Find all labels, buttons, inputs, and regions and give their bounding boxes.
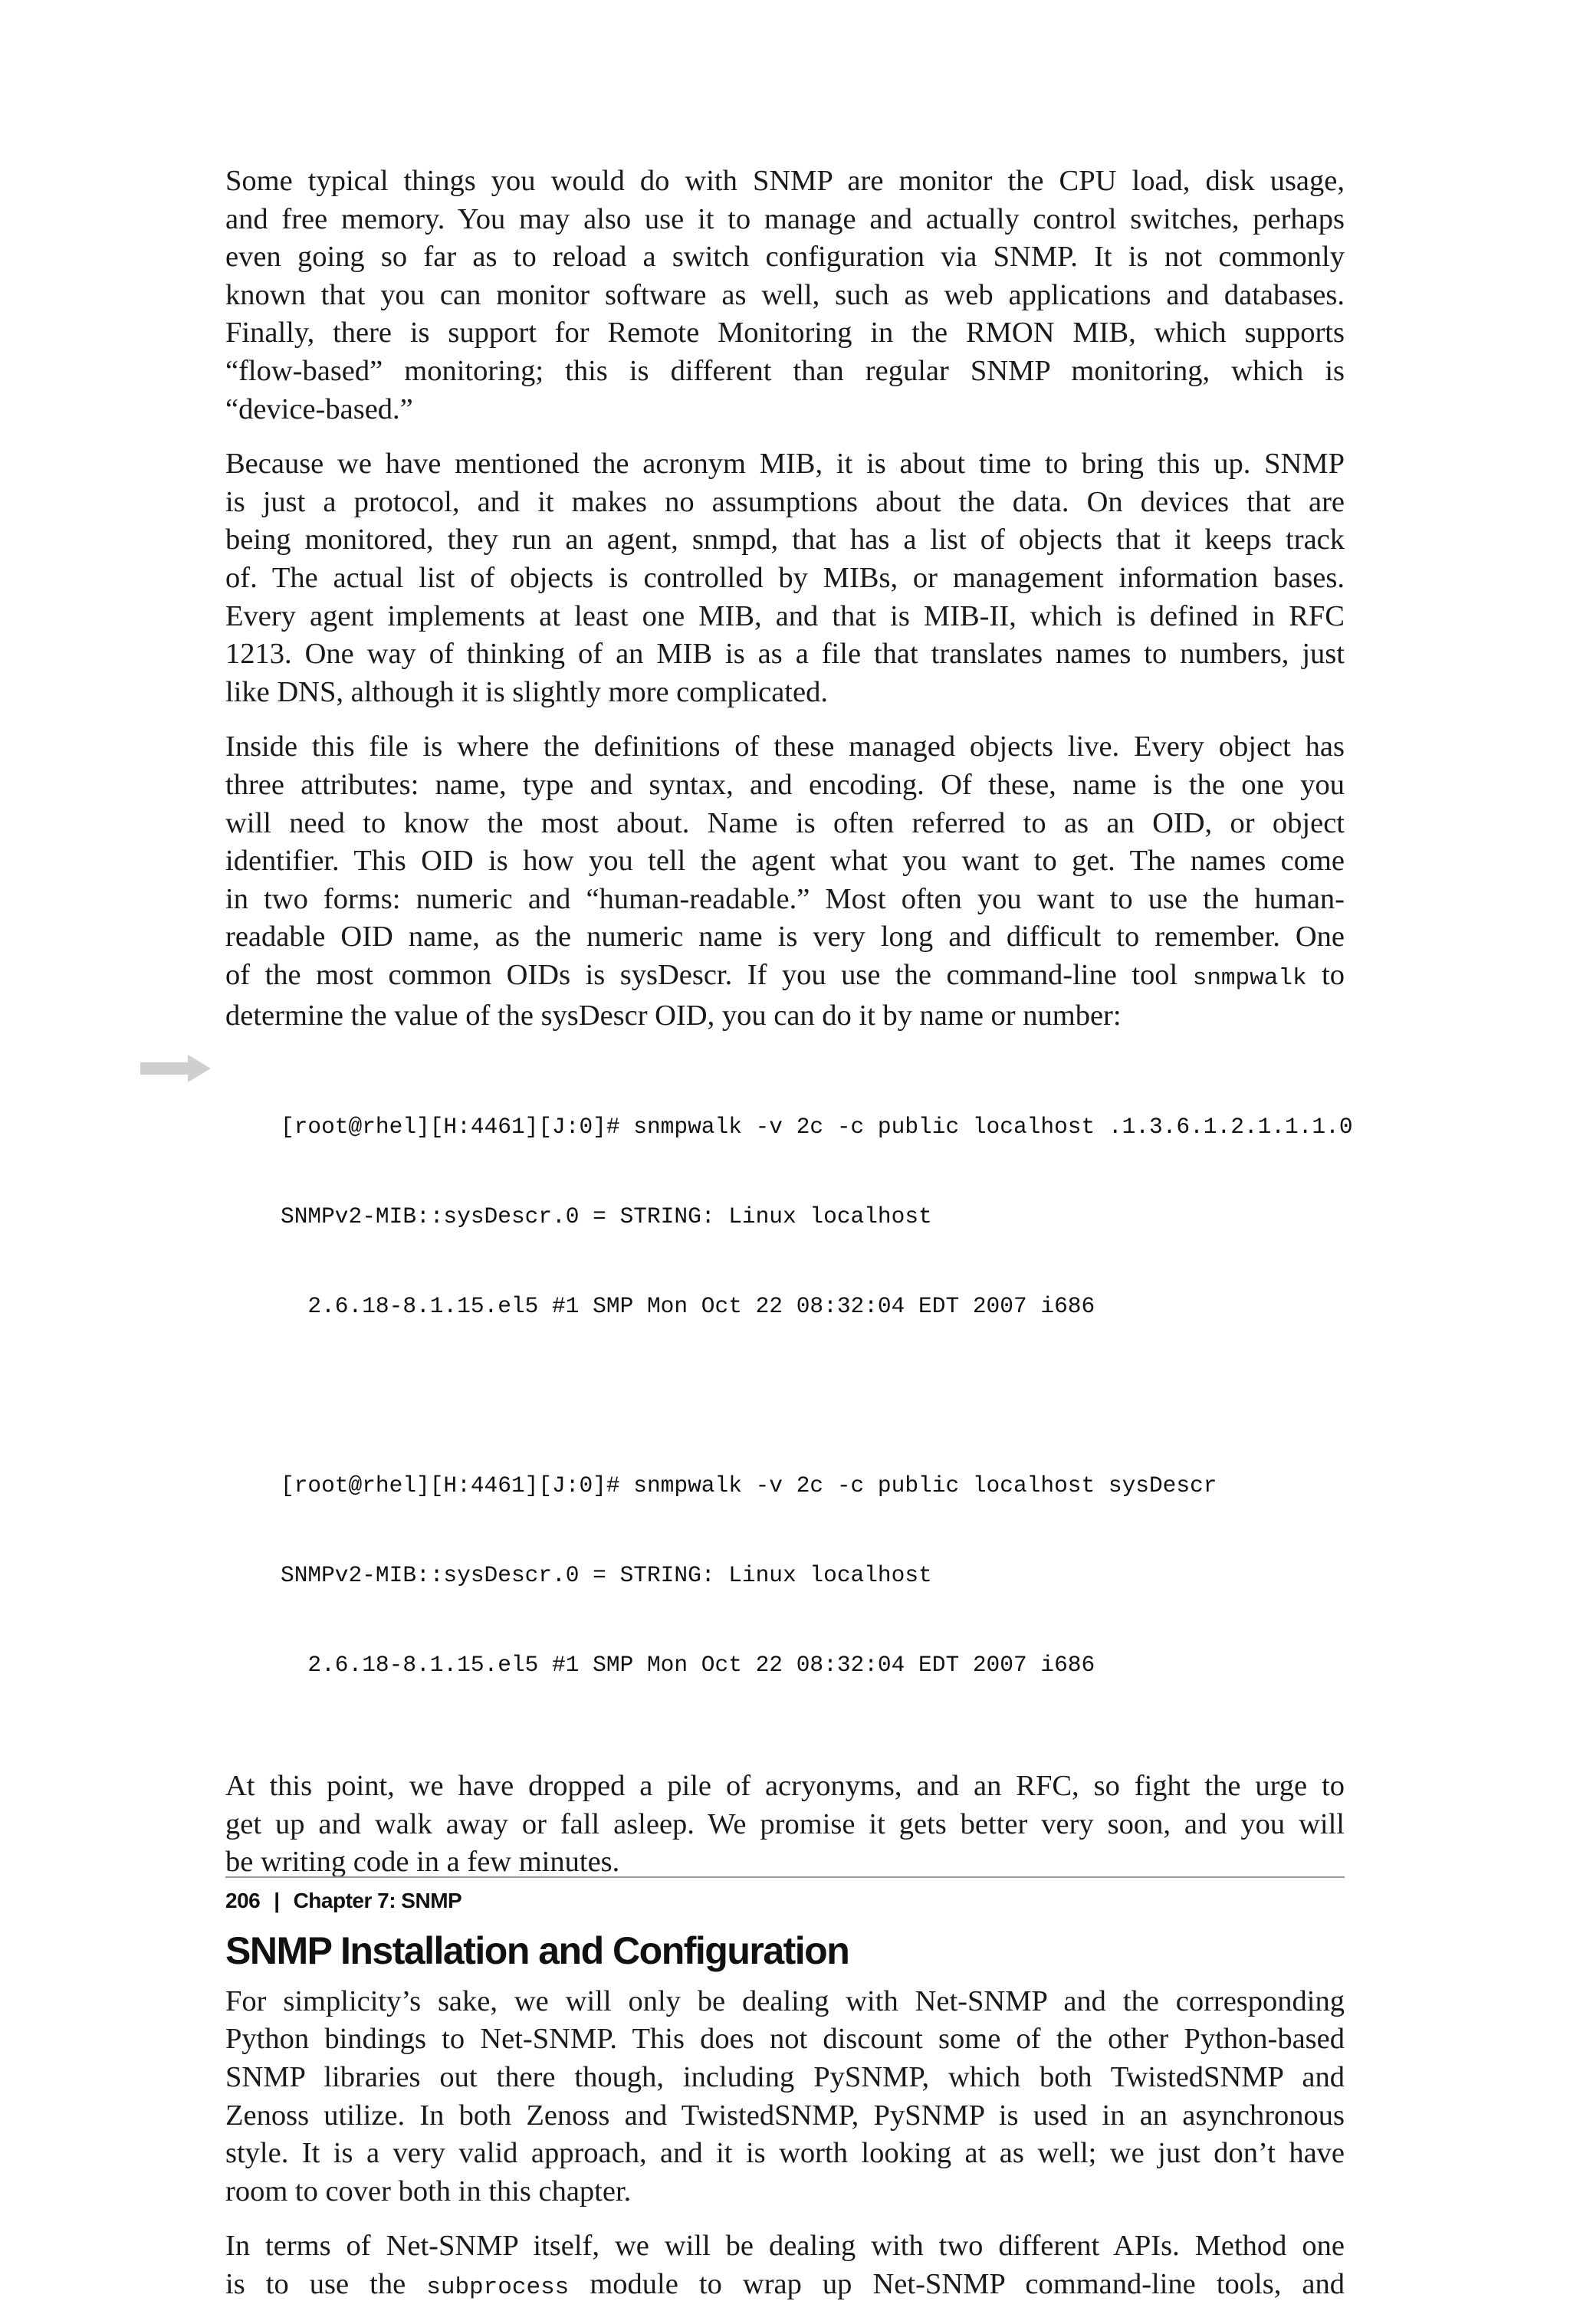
- code-spacer: [281, 1381, 1345, 1411]
- text-line: be writing code in a few minutes.: [225, 1846, 620, 1879]
- inline-code-snmpwalk: snmpwalk: [1192, 964, 1307, 992]
- text-line: At this point, we have dropped a pile of acryonyms, and an RFC, so fight the urge to: [225, 1770, 1345, 1803]
- text-line: and free memory. You may also use it to manage and actually control switches, perhaps: [225, 202, 1345, 235]
- section-heading: SNMP Installation and Configuration: [225, 1928, 849, 1972]
- text-line: For simplicity’s sake, we will only be dealing with Net-SNMP and the corresponding: [225, 1984, 1345, 2017]
- page-footer: [225, 1876, 1345, 1913]
- code-example: [281, 1052, 1353, 1740]
- code-line: [root@rhel][H:4461][J:0]# snmpwalk -v 2c -c public localhost .1.3.6.1.2.1.1.1.0: [281, 1114, 1353, 1141]
- code-line: SNMPv2-MIB::sysDescr.0 = STRING: Linux localhost: [281, 1562, 932, 1589]
- text-fragment: module to wrap up Net-SNMP command-line tools, and: [569, 2268, 1345, 2300]
- text-line: determine the value of the sysDescr OID, you can do it by name or number:: [225, 1000, 1122, 1032]
- text-line: [225, 2266, 1345, 2307]
- text-line: is just a protocol, and it makes no assumptions about the data. On devices that are: [225, 485, 1345, 518]
- paragraph-acronyms: [225, 1768, 1345, 1882]
- text-line: Zenoss utilize. In both Zenoss and TwistedSNMP, PySNMP is used in an asynchronous: [225, 2099, 1345, 2132]
- paragraph-oid: [225, 728, 1345, 1036]
- code-line: SNMPv2-MIB::sysDescr.0 = STRING: Linux localhost: [281, 1203, 932, 1230]
- inline-code-subprocess: subprocess: [426, 2274, 570, 2301]
- text-fragment: of the most common OIDs is sysDescr. If you use the command-line tool: [225, 958, 1193, 991]
- text-line: known that you can monitor software as well, such as web applications and databases.: [225, 278, 1345, 311]
- text-line: identifier. This OID is how you tell the agent what you want to get. The names come: [225, 845, 1345, 878]
- code-line: [root@rhel][H:4461][J:0]# snmpwalk -v 2c -c public localhost sysDescr: [281, 1472, 1217, 1499]
- text-fragment: to: [1306, 958, 1345, 991]
- text-line: three attributes: name, type and syntax, and encoding. Of these, name is the one you: [225, 768, 1345, 801]
- text-line: 1213. One way of thinking of an MIB is as a file that translates names to numbers, just: [225, 638, 1345, 671]
- text-line: even going so far as to reload a switch configuration via SNMP. It is not commonly: [225, 241, 1345, 274]
- text-line: Some typical things you would do with SNMP are monitor the CPU load, disk usage,: [225, 165, 1345, 197]
- text-line: In terms of Net-SNMP itself, we will be dealing with two different APIs. Method one: [225, 2230, 1345, 2263]
- code-line: 2.6.18-8.1.15.el5 #1 SMP Mon Oct 22 08:32:04 EDT 2007 i686: [281, 1652, 1095, 1679]
- paragraph-mib: [225, 445, 1345, 711]
- text-line: readable OID name, as the numeric name is very long and difficult to remember. One: [225, 921, 1345, 954]
- text-line: SNMP libraries out there though, including PySNMP, which both TwistedSNMP and: [225, 2061, 1345, 2094]
- text-line: style. It is a very valid approach, and it is worth looking at as well; we just don’t have: [225, 2137, 1345, 2170]
- paragraph-net-snmp: [225, 1983, 1345, 2211]
- text-line: like DNS, although it is slightly more complicated.: [225, 675, 828, 708]
- margin-arrow-icon: [140, 1053, 211, 1084]
- paragraph-apis: [225, 2227, 1345, 2306]
- text-line: room to cover both in this chapter.: [225, 2175, 632, 2207]
- text-line: of. The actual list of objects is controlled by MIBs, or management information bases.: [225, 561, 1345, 594]
- text-line: being monitored, they run an agent, snmpd, that has a list of objects that it keeps track: [225, 524, 1345, 556]
- chapter-title: Chapter 7: SNMP: [293, 1889, 462, 1912]
- footer-separator: |: [274, 1889, 280, 1912]
- text-line: “flow-based” monitoring; this is different than regular SNMP monitoring, which is: [225, 354, 1345, 387]
- paragraph-snmp-uses: [225, 162, 1345, 428]
- text-line: will need to know the most about. Name is often referred to as an OID, or object: [225, 806, 1345, 839]
- text-line: Finally, there is support for Remote Monitoring in the RMON MIB, which supports: [225, 317, 1345, 350]
- text-line: [225, 957, 1345, 998]
- text-line: “device-based.”: [225, 392, 413, 425]
- footer-text: [225, 1889, 1345, 1913]
- text-line: Inside this file is where the definitions of these managed objects live. Every object has: [225, 730, 1345, 763]
- text-fragment: is to use the: [225, 2268, 427, 2300]
- text-line: in two forms: numeric and “human-readable.” Most often you want to use the human-: [225, 882, 1345, 915]
- code-line: 2.6.18-8.1.15.el5 #1 SMP Mon Oct 22 08:32:04 EDT 2007 i686: [281, 1293, 1095, 1320]
- text-line: get up and walk away or fall asleep. We promise it gets better very soon, and you will: [225, 1807, 1345, 1840]
- page-number: 206: [225, 1889, 261, 1912]
- text-line: Because we have mentioned the acronym MIB, it is about time to bring this up. SNMP: [225, 448, 1345, 481]
- footer-rule: [225, 1876, 1345, 1878]
- page-content: [225, 162, 1353, 2324]
- text-line: Python bindings to Net-SNMP. This does not discount some of the other Python-based: [225, 2023, 1345, 2056]
- text-line: Every agent implements at least one MIB, and that is MIB-II, which is defined in RFC: [225, 599, 1345, 632]
